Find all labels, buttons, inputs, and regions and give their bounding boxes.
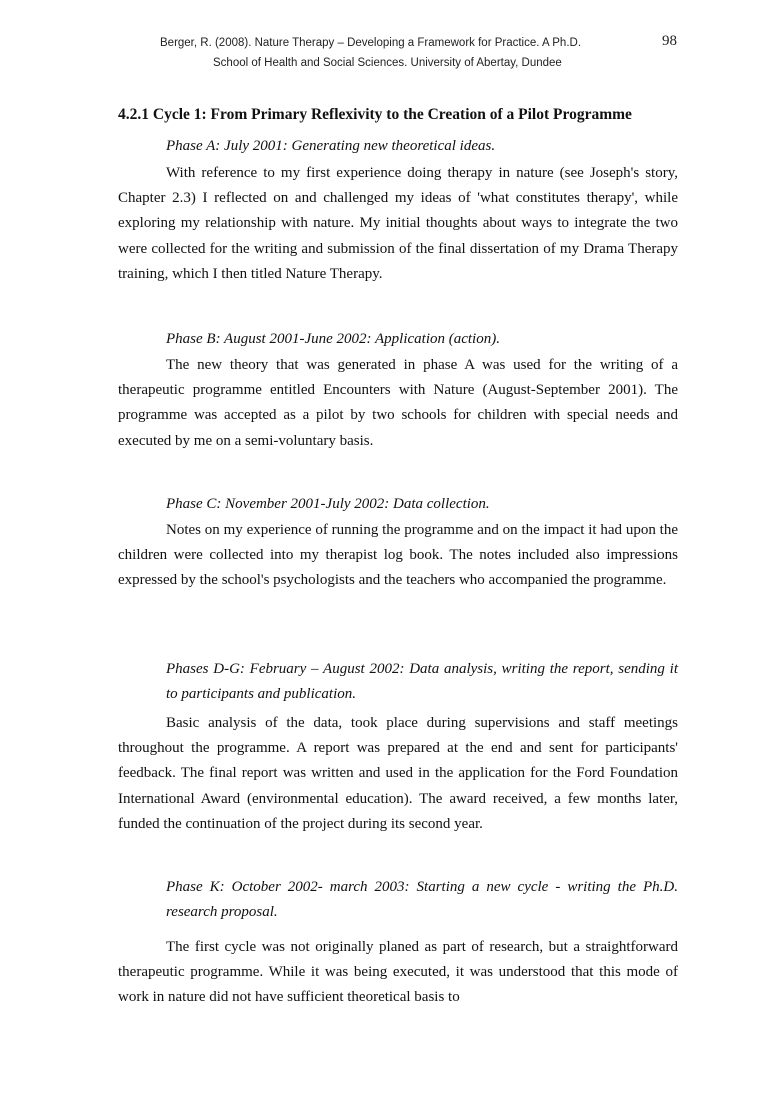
phase-a-paragraph: With reference to my first experience doing therapy in nature (see Joseph's story, Chapter 2.3) I reflected on and challenged my ideas of 'what constitutes therapy', while exploring my relationship with nature. My initial thoughts about ways to integrate the two were collected for the writing and submission of the final dissertation of my Drama Therapy training, which I then titled Nature Therapy. [118,165,678,282]
running-header-citation: Berger, R. (2008). Nature Therapy – Developing a Framework for Practice. A Ph.D. [160,37,582,49]
phase-k-title: Phase K: October 2002- march 2003: Starting a new cycle - writing the Ph.D. research proposal. [166,879,678,920]
page-number: 98 [662,33,677,49]
phase-a-title: Phase A: July 2001: Generating new theoretical ideas. [166,138,496,154]
section-heading: 4.2.1 Cycle 1: From Primary Reflexivity to the Creation of a Pilot Programme [118,106,632,123]
running-header-school: School of Health and Social Sciences. University of Abertay, Dundee [213,57,562,69]
phase-b-paragraph: The new theory that was generated in phase A was used for the writing of a therapeutic programme entitled Encounters with Nature (August-September 2001). The programme was accepted as a pilot by two schools for children with special needs and executed by me on a semi-voluntary basis. [118,357,678,449]
phase-b-title: Phase B: August 2001-June 2002: Application (action). [166,331,500,347]
phase-c-paragraph: Notes on my experience of running the programme and on the impact it had upon the children were collected into my therapist log book. The notes included also impressions expressed by the school's psychologists and the teachers who accompanied the programme. [118,522,678,589]
phase-dg-paragraph: Basic analysis of the data, took place during supervisions and staff meetings throughout the programme. A report was prepared at the end and sent for participants' feedback. The final report was written and used in the application for the Ford Foundation International Award (environmental education). The award received, a few months later, funded the continuation of the project during its second year. [118,715,678,832]
phase-dg-title: Phases D-G: February – August 2002: Data analysis, writing the report, sending it to participants and publication. [166,661,678,702]
phase-k-paragraph: The first cycle was not originally planed as part of research, but a straightforward therapeutic programme. While it was being executed, it was understood that this mode of work in nature did not have sufficient theoretical basis to [118,939,678,1006]
phase-c-title: Phase C: November 2001-July 2002: Data collection. [166,496,490,512]
